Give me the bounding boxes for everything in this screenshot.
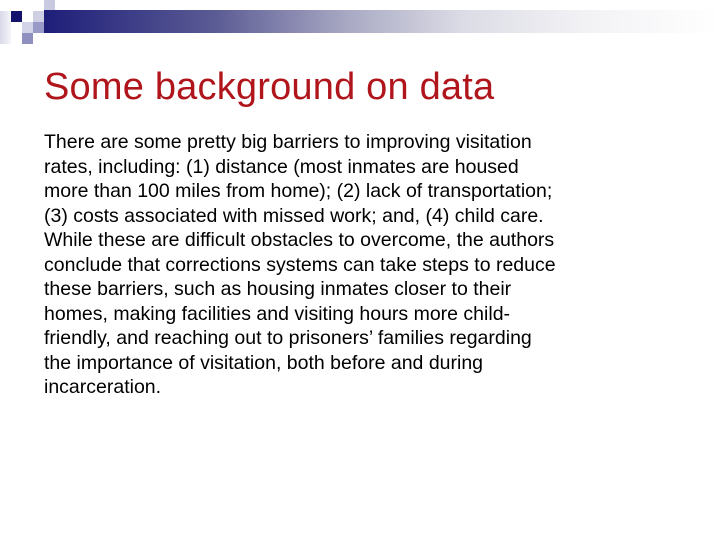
body-line: friendly, and reaching out to prisoners’ families regarding — [44, 327, 532, 349]
body-line: more than 100 miles from home); (2) lack of transportation; — [44, 180, 553, 202]
decor-square — [33, 22, 44, 33]
header-gradient-bar — [44, 10, 720, 33]
body-line: conclude that corrections systems can take steps to reduce — [44, 253, 556, 276]
body-line: the importance of visitation, both before and during — [44, 351, 484, 374]
slide-body — [44, 130, 694, 400]
body-line: these barriers, such as housing inmates closer to their — [44, 278, 512, 300]
body-line: While these are difficult obstacles to overcome, the authors — [44, 229, 555, 251]
body-line: (3) costs associated with missed work; and, (4) child care. — [44, 204, 544, 227]
body-line: rates, including: (1) distance (most inmates are housed — [44, 155, 519, 178]
decor-square — [0, 11, 11, 44]
body-line: incarceration. — [44, 376, 162, 398]
body-line: There are some pretty big barriers to improving visitation — [44, 131, 532, 153]
body-line: homes, making facilities and visiting hours more child- — [44, 302, 511, 325]
decor-square — [33, 11, 44, 22]
decor-square — [22, 22, 33, 33]
decor-square — [11, 11, 22, 22]
decor-square — [22, 33, 33, 44]
slide-title: Some background on data — [44, 66, 495, 108]
